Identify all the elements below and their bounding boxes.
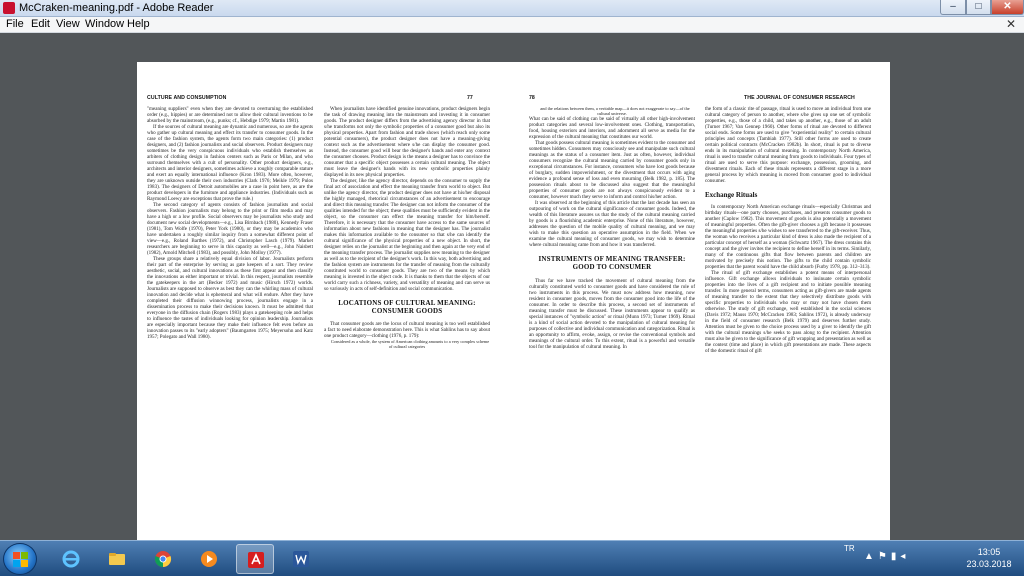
clock-time: 13:05 — [977, 547, 1001, 557]
paragraph: In contemporary North American exchange rituals—especially Christmas and birthday rituals—one party chooses, purchases, and presents consumer goods to another (Caplow 1982). This movement of goods is also potentially a movement of meaningful properties. Often the gift-giver chooses a gift because it possesses the meaningful properties s/he wishes to see transferred to the gift-receiver. Thus, the woman who receives a particular kind of dress is also made the recipient of a particular concept of herself as a woman (Schwartz 1967). The dress contains this concept and the giver invites the recipient to define herself in its terms. Similarly, many of the continuous gifts that flow between parents and children are motivated by precisely this notion. The gifts to the child contain symbolic properties that the parent would have the child absorb (Furby 1978, pp. 312–313). — [705, 204, 871, 270]
paragraph: the form of a classic rite of passage, ritual is used to move an individual from one cultural category of person to another, where s/he gives up one set of symbolic properties, e.g., those of a child, and takes up another, e.g., those of an adult (Turner 1967; Van Gennep 1960). Other forms of ritual are devoted to different social ends. Some forms are used to give "experiential reality" to certain cultural principles and concepts (Tambiah 1977). Still other forms are used to create certain political contracts (McCracken 1982b). In short, ritual is put to diverse ends in its manipulation of cultural meaning. In contemporary North America, ritual is used to transfer cultural meaning from goods to individuals. Four types of ritual are used to serve this purpose: exchange, possession, grooming, and divestment rituals. Each of these rituals represents a different stage in a more general process by which meaning is moved from consumer good to individual consumer. — [705, 106, 871, 184]
document-viewport[interactable] — [0, 33, 1024, 540]
adobe-reader-icon — [247, 551, 265, 569]
menu-help[interactable]: Help — [127, 18, 150, 30]
taskbar-media-player[interactable] — [190, 544, 228, 574]
paragraph: That consumer goods are the locus of cultural meaning is too well established a fact to need elaborate demonstration here. This is what Sahlins has to say about one product category—clothing (1976, p. 179): — [324, 321, 490, 340]
windows-logo-icon — [13, 552, 29, 568]
folder-icon — [108, 550, 126, 568]
paragraph: The ritual of gift exchange establishes a potent means of interpersonal influence. Gift exchange allows individuals to insinuate certain symbolic properties into the lives of a gift recipient and to initiate possible meaning transfer. In more general terms, consumers acting as gift-givers are made agents of meaning transfer to the extent that they selectively distribute goods with specific properties to individuals who may or may not have chosen them otherwise. The study of gift exchange, well established in the social sciences (Davis 1972; Mauss 1970; McCracken 1983; Sahlins 1972), is already underway in the field of consumer research (Belk 1979) and deserves further study. Attention must be given to the choice process used by a giver to identify the gift with the cultural meanings s/he seeks to pass along to the recipient. Attention must also be given to the significance of gift wrapping and presentation as well as the context (time and place) in which gift presentations are made. These aspects of the domestic ritual of gift — [705, 270, 871, 354]
taskbar-adobe-reader[interactable] — [236, 544, 274, 574]
taskbar-file-explorer[interactable] — [98, 544, 136, 574]
internet-explorer-icon — [62, 550, 80, 568]
chrome-icon — [154, 550, 172, 568]
taskbar-internet-explorer[interactable] — [52, 544, 90, 574]
word-icon — [292, 550, 310, 568]
window-title: McCraken-meaning.pdf - Adobe Reader — [19, 2, 214, 14]
block-quote: and the relations between them, a veritable map—it does not exaggerate to say—of the cultural universe. — [540, 106, 690, 117]
section-heading: INSTRUMENTS OF MEANING TRANSFER: GOOD TO CONSUMER — [538, 255, 686, 271]
start-button[interactable] — [3, 543, 37, 575]
paragraph: These groups share a relatively equal division of labor. Journalists perform their part of the enterprise by serving as gate keepers of a sort. They review aesthetic, social, and cultural innovations as these first appear and then classify the innovations as either important or trivial. In this respect, journalists resemble the gatekeepers in the art (Becker 1972) and music (Hirsch 1972) worlds. Journalists are supposed to observe as best they can the whirling mass of cultural innovation and decide what is ephemeral and what will endure. After they have completed their diffusion winnowing process, journalists engage in a dissemination process to make their decisions known. It must be admitted that everyone in the diffusion chain (Rogers 1983) plays a gatekeeping role and helps to influence the tastes of individuals looking for opinion leadership. Journalists are especially important because they make their influence felt even before an innovation passes to its "early adopters" (Baumgarten 1975; Meyersohn and Katz 1957; Polegato and Wall 1980). — [147, 256, 313, 340]
system-tray-icons[interactable] — [864, 551, 909, 562]
section-heading: Exchange Rituals — [705, 191, 758, 199]
maximize-button[interactable]: □ — [966, 0, 991, 15]
paragraph: It was observed at the beginning of this article that the last decade has seen an outpouring of work on the cultural significance of consumer goods. Indeed, the wealth of this literature assures us that the study of the cultural meaning carried by goods is a flourishing academic enterprise. None of this literature, however, addresses the question of the mobile quality of cultural meaning, and we may wish to make this question an operative assumption in the field. When we examine the cultural meaning of consumer goods, we may wish to determine where cultural meaning came from and how it was transferred. — [529, 200, 695, 249]
paragraph: "meaning suppliers" even when they are devoted to overturning the established order (e.g., hippies) or are determined not to allow their cultural inventions to be absorbed by the mainstream, (e.g., punks; cf., Hebdige 1979; Martin 1981). — [147, 106, 313, 124]
text-column-2 — [705, 106, 871, 354]
clock-date: 23.03.2018 — [966, 559, 1012, 569]
page-gutter — [497, 62, 514, 540]
close-button[interactable]: ✕ — [991, 0, 1024, 15]
adobe-reader-app-icon — [3, 2, 15, 14]
block-quote: Considered as a whole, the system of American clothing amounts to a very complex scheme of cultural categories — [330, 339, 490, 350]
menu-window[interactable]: Window — [85, 18, 125, 30]
menu-bar — [0, 17, 1024, 33]
page-number: 77 — [467, 95, 473, 101]
text-column-1 — [147, 106, 313, 340]
taskbar — [0, 540, 1024, 576]
page-number: 78 — [529, 95, 535, 101]
section-heading: LOCATIONS OF CULTURAL MEANING: CONSUMER GOODS — [338, 299, 476, 315]
taskbar-chrome[interactable] — [144, 544, 182, 574]
title-bar — [0, 0, 1024, 17]
paragraph: When journalists have identified genuine innovations, product designers begin the task of drawing meaning into the mainstream and investing it in consumer goods. The product designer differs from the advertising agency director in that s/he transforms not only the symbolic properties of a consumer good but also its physical properties. Apart from fashion and trade shows (which reach only some potential consumers), the product designer does not have a meaning-giving context such as the advertisement where s/he can display the consumer good. Instead, the consumer good will bear the designer's hands and enter any context the consumer chooses. Product design is the means a designer has to convince the consumer that a specific object possesses a certain cultural meaning. The object must leave the designer's hands with its new symbolic properties plainly displayed in its new physical properties. — [324, 106, 490, 178]
menu-edit[interactable]: Edit — [31, 18, 50, 30]
running-head: THE JOURNAL OF CONSUMER RESEARCH — [744, 95, 855, 101]
pdf-page-78 — [514, 62, 890, 540]
menu-file[interactable]: File — [6, 18, 24, 30]
flag-icon[interactable]: ⚑ — [877, 551, 891, 562]
show-hidden-icons-icon[interactable]: ▲ — [864, 551, 878, 562]
text-column-2 — [324, 106, 490, 350]
language-indicator[interactable]: TR — [844, 544, 855, 553]
paragraph: The second category of agents consists of fashion journalists and social observers. Fashion journalists may belong to the print or film media and may have a high or a low profile. Social observers may be journalists who study and document new social developments—e.g., Lisa Birnbach (1980), Kennedy Fraser (1981), Tom Wolfe (1970), Peter York (1980), or they may be academics who have undertaken a roughly similar inquiry from a somewhat different point of view—e.g., Roland Barthes (1972), and Christopher Lasch (1979). Market researchers are beginning to serve in this capacity as well—e.g., John Naisbett (1982), Arnold Mitchell (1983), and possibly, John Molloy (1977). — [147, 202, 313, 256]
network-icon[interactable]: ▮ — [890, 551, 901, 562]
close-document-button[interactable]: ✕ — [1005, 17, 1016, 31]
paragraph: If the sources of cultural meaning are dynamic and numerous, so are the agents who gather up cultural meaning and effect its transfer to consumer goods. In the case of the fashion system, the agents form two main categories: (1) product designers, and (2) fashion journalists and social observers. Product designers may sometimes be the very conspicuous individuals who establish themselves as arbiters of clothing design in fashion centers such as Paris or Milan, and who surround themselves with a cult of personality. Other product designers, e.g., architects and interior designers, sometimes achieve a roughly comparable stature and exert an equally international influence (Kron 1983). More often, however, they are unknown outside their own industries (Clark 1976; Meikle 1979; Pulos 1983). The designers of Detroit automobiles are a case in point here, as are the product developers in the furniture and appliance industries. (Individuals such as Raymond Loewy are exceptions that prove the rule.) — [147, 124, 313, 202]
volume-icon[interactable]: ◂ — [900, 551, 910, 562]
running-head: CULTURE AND CONSUMPTION — [147, 95, 227, 101]
paragraph: What can be said of clothing can be said of virtually all other high-involvement product categories and several low-involvement ones. Clothing, transportation, food, housing exteriors and interiors, and adornment all serve as media for the expression of the cultural meaning that constitutes our world. — [529, 116, 695, 141]
pdf-page-77 — [137, 62, 497, 540]
text-column-1 — [529, 106, 695, 350]
taskbar-word[interactable] — [282, 544, 320, 574]
paragraph: The designer, like the agency director, depends on the consumer to supply the final act of association and effect the meaning transfer from world to object. But unlike the agency director, the product designer does not have at his/her disposal the highly managed, rhetorical circumstances of an advertisement to encourage and direct this meaning transfer. The designer can not inform the consumer of the qualities intended for the object; these qualities must be sufficiently evident in the object, so the consumer can effect the meaning transfer for him/herself. Therefore, it is necessary that the consumer have access to the same sources of information about new fashions in meaning that the designer has. The journalist makes this information available to the consumer so that s/he can identify the cultural significance of the physical properties of a new object. In short, the designer relies on the journalist at the beginning and then again at the very end of the meaning transfer process. The journalist supplies new meaning to the designer as well as to the recipient of the designer's work. In this way, both advertising and the fashion system are instruments for the transfer of meaning from the culturally constituted world to consumer goods. They are two of the means by which meaning is invested in the object code. It is thanks to them that the objects of our world carry such a richness, variety, and versatility of meaning and can serve us so variously in acts of self-definition and social communication. — [324, 178, 490, 292]
paragraph: That goods possess cultural meaning is sometimes evident to the consumer and sometimes hidden. Consumers may consciously see and manipulate such cultural meanings as the status of a consumer item. Just as often, however, individual consumers recognize the cultural meaning carried by consumer goods only in exceptional circumstances. For instance, consumers who have lost goods because of burglary, sudden impoverishment, or the divestment that occurs with aging evidence a profound sense of loss and even mourning (Belk 1982, p. 185). The possession rituals about to be discussed also suggest that the meaningful properties of consumer goods are not always conspicuously evident to a consumer, however much they serve to inform and control his/her action. — [529, 140, 695, 201]
paragraph: Thus far we have tracked the movement of cultural meaning from the culturally constituted world to consumer goods and have considered the role of two instruments in this process. We must now address how meaning, now resident in consumer goods, moves from the consumer good into the life of the consumer. In order to describe this process, a second set of instruments of meaning transfer must be discussed. These instruments appear to qualify as special instances of "symbolic action" or ritual (Munn 1973; Turner 1969). Ritual is a kind of social action devoted to the manipulation of cultural meaning for purposes of collective and individual communication and categorization. Ritual is an opportunity to affirm, evoke, assign, or revise the conventional symbols and meanings of the cultural order. To this extent, ritual is a powerful and versatile tool for the manipulation of cultural meaning. In — [529, 277, 695, 350]
system-clock[interactable] — [965, 546, 1013, 570]
menu-view[interactable]: View — [56, 18, 80, 30]
minimize-button[interactable]: – — [940, 0, 966, 15]
media-player-icon — [200, 550, 218, 568]
